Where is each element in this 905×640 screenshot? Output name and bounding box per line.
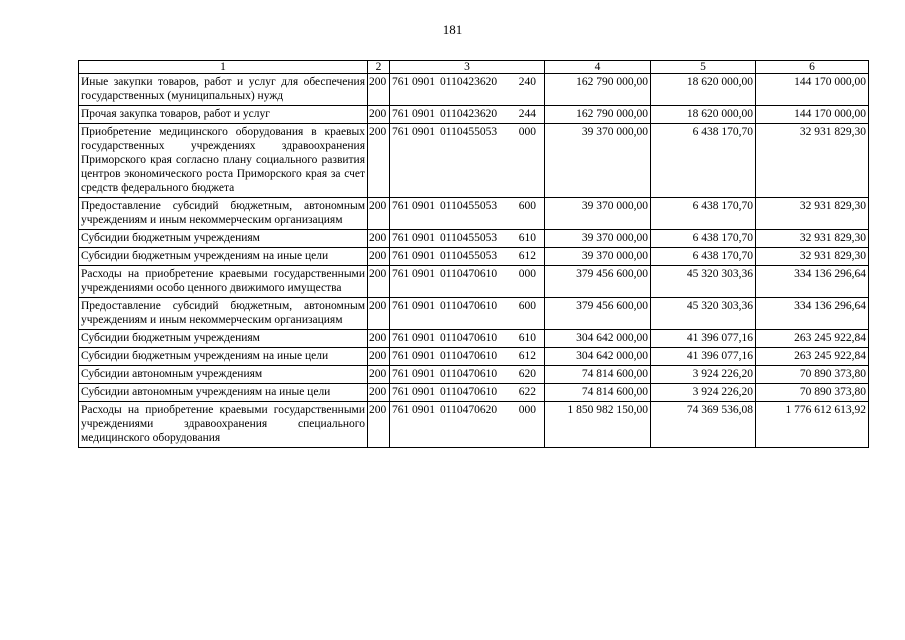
- row-col4-amount: 74 814 600,00: [545, 366, 651, 384]
- expense-type-code: 240: [518, 76, 536, 88]
- column-header-3: 3: [390, 61, 545, 74]
- section-code: 0901: [412, 200, 435, 212]
- budget-table: [78, 60, 869, 448]
- target-article-code: 0110470610: [440, 368, 498, 380]
- expense-type-code: 000: [518, 126, 536, 138]
- row-col5-amount: 45 320 303,36: [651, 266, 756, 298]
- ministry-code: 761: [392, 368, 410, 380]
- row-col2-cell: 200: [368, 74, 390, 106]
- table-row: [79, 248, 869, 266]
- table-row: [79, 124, 869, 198]
- section-code: 0901: [412, 404, 435, 416]
- header-row: [79, 61, 869, 74]
- ministry-code: 761: [392, 108, 410, 120]
- target-article-code: 0110470610: [440, 386, 498, 398]
- ministry-code: 761: [392, 268, 410, 280]
- row-col5-amount: 41 396 077,16: [651, 348, 756, 366]
- ministry-code: 761: [392, 126, 410, 138]
- section-code: 0901: [412, 268, 435, 280]
- row-col4-amount: 162 790 000,00: [545, 106, 651, 124]
- row-name-cell: Предоставление субсидий бюджетным, автономным учреждениям и иным некоммерческим организациям: [79, 198, 368, 230]
- row-col2-cell: 200: [368, 384, 390, 402]
- row-col5-amount: 18 620 000,00: [651, 74, 756, 106]
- table-row: [79, 402, 869, 448]
- expense-type-code: 612: [518, 350, 536, 362]
- row-col2-cell: 200: [368, 230, 390, 248]
- row-col6-amount: 1 776 612 613,92: [756, 402, 869, 448]
- row-col2-cell: 200: [368, 106, 390, 124]
- table-row: [79, 106, 869, 124]
- ministry-code: 761: [392, 350, 410, 362]
- row-code-cell: [390, 106, 545, 124]
- row-col2-cell: 200: [368, 248, 390, 266]
- ministry-code: 761: [392, 332, 410, 344]
- row-code-cell: [390, 266, 545, 298]
- row-col6-amount: 334 136 296,64: [756, 298, 869, 330]
- row-col5-amount: 18 620 000,00: [651, 106, 756, 124]
- row-name-cell: Субсидии автономным учреждениям на иные цели: [79, 384, 368, 402]
- row-col5-amount: 3 924 226,20: [651, 384, 756, 402]
- row-name-cell: Субсидии бюджетным учреждениям: [79, 230, 368, 248]
- row-col6-amount: 32 931 829,30: [756, 230, 869, 248]
- row-code-cell: [390, 298, 545, 330]
- expense-type-code: 000: [518, 404, 536, 416]
- row-code-cell: [390, 330, 545, 348]
- row-code-cell: [390, 366, 545, 384]
- row-col6-amount: 32 931 829,30: [756, 198, 869, 230]
- expense-type-code: 244: [518, 108, 536, 120]
- row-col4-amount: 39 370 000,00: [545, 124, 651, 198]
- row-col4-amount: 304 642 000,00: [545, 330, 651, 348]
- expense-type-code: 612: [518, 250, 536, 262]
- expense-type-code: 600: [518, 200, 536, 212]
- table-row: [79, 366, 869, 384]
- expense-type-code: 620: [518, 368, 536, 380]
- row-col2-cell: 200: [368, 198, 390, 230]
- row-code-cell: [390, 230, 545, 248]
- ministry-code: 761: [392, 250, 410, 262]
- section-code: 0901: [412, 332, 435, 344]
- row-col5-amount: 6 438 170,70: [651, 124, 756, 198]
- row-col2-cell: 200: [368, 348, 390, 366]
- row-col4-amount: 39 370 000,00: [545, 230, 651, 248]
- row-col6-amount: 334 136 296,64: [756, 266, 869, 298]
- section-code: 0901: [412, 386, 435, 398]
- row-col5-amount: 3 924 226,20: [651, 366, 756, 384]
- ministry-code: 761: [392, 404, 410, 416]
- row-name-cell: Прочая закупка товаров, работ и услуг: [79, 106, 368, 124]
- row-name-cell: Предоставление субсидий бюджетным, автономным учреждениям и иным некоммерческим организациям: [79, 298, 368, 330]
- row-col6-amount: 144 170 000,00: [756, 74, 869, 106]
- target-article-code: 0110423620: [440, 76, 498, 88]
- section-code: 0901: [412, 300, 435, 312]
- row-col5-amount: 41 396 077,16: [651, 330, 756, 348]
- row-col2-cell: 200: [368, 330, 390, 348]
- table-body: [79, 61, 869, 448]
- row-name-cell: Расходы на приобретение краевыми государственными учреждениями особо ценного движимого имущества: [79, 266, 368, 298]
- row-col6-amount: 70 890 373,80: [756, 384, 869, 402]
- row-code-cell: [390, 248, 545, 266]
- row-name-cell: Субсидии бюджетным учреждениям на иные цели: [79, 348, 368, 366]
- column-header-5: 5: [651, 61, 756, 74]
- column-header-1: 1: [79, 61, 368, 74]
- column-header-4: 4: [545, 61, 651, 74]
- column-header-2: 2: [368, 61, 390, 74]
- section-code: 0901: [412, 250, 435, 262]
- row-name-cell: Приобретение медицинского оборудования в краевых государственных учреждениях здравоохранения Приморского края согласно плану социального развития центров экономического роста Приморского края за счет средств федерального бюджета: [79, 124, 368, 198]
- target-article-code: 0110455053: [440, 200, 498, 212]
- target-article-code: 0110470610: [440, 332, 498, 344]
- row-col4-amount: 162 790 000,00: [545, 74, 651, 106]
- row-col2-cell: 200: [368, 402, 390, 448]
- row-col5-amount: 45 320 303,36: [651, 298, 756, 330]
- table-row: [79, 74, 869, 106]
- row-name-cell: Расходы на приобретение краевыми государственными учреждениями здравоохранения специального медицинского оборудования: [79, 402, 368, 448]
- row-col4-amount: 379 456 600,00: [545, 298, 651, 330]
- row-col4-amount: 304 642 000,00: [545, 348, 651, 366]
- row-col5-amount: 6 438 170,70: [651, 230, 756, 248]
- row-col4-amount: 1 850 982 150,00: [545, 402, 651, 448]
- row-col6-amount: 144 170 000,00: [756, 106, 869, 124]
- table-row: [79, 384, 869, 402]
- table-row: [79, 298, 869, 330]
- section-code: 0901: [412, 126, 435, 138]
- row-col6-amount: 70 890 373,80: [756, 366, 869, 384]
- section-code: 0901: [412, 232, 435, 244]
- row-name-cell: Субсидии бюджетным учреждениям на иные цели: [79, 248, 368, 266]
- row-col2-cell: 200: [368, 298, 390, 330]
- page-number: 181: [442, 22, 463, 37]
- row-col5-amount: 74 369 536,08: [651, 402, 756, 448]
- row-col2-cell: 200: [368, 366, 390, 384]
- section-code: 0901: [412, 108, 435, 120]
- target-article-code: 0110470610: [440, 300, 498, 312]
- target-article-code: 0110455053: [440, 232, 498, 244]
- section-code: 0901: [412, 76, 435, 88]
- row-col6-amount: 263 245 922,84: [756, 348, 869, 366]
- ministry-code: 761: [392, 232, 410, 244]
- target-article-code: 0110455053: [440, 126, 498, 138]
- target-article-code: 0110470610: [440, 350, 498, 362]
- row-col6-amount: 32 931 829,30: [756, 248, 869, 266]
- column-header-6: 6: [756, 61, 869, 74]
- row-code-cell: [390, 74, 545, 106]
- table-row: [79, 348, 869, 366]
- row-code-cell: [390, 348, 545, 366]
- target-article-code: 0110423620: [440, 108, 498, 120]
- ministry-code: 761: [392, 386, 410, 398]
- ministry-code: 761: [392, 200, 410, 212]
- target-article-code: 0110455053: [440, 250, 498, 262]
- row-name-cell: Субсидии автономным учреждениям: [79, 366, 368, 384]
- row-code-cell: [390, 402, 545, 448]
- row-code-cell: [390, 198, 545, 230]
- expense-type-code: 622: [518, 386, 536, 398]
- target-article-code: 0110470610: [440, 268, 498, 280]
- expense-type-code: 610: [518, 232, 536, 244]
- row-col5-amount: 6 438 170,70: [651, 198, 756, 230]
- row-name-cell: Иные закупки товаров, работ и услуг для обеспечения государственных (муниципальных) нужд: [79, 74, 368, 106]
- row-col2-cell: 200: [368, 266, 390, 298]
- section-code: 0901: [412, 350, 435, 362]
- ministry-code: 761: [392, 300, 410, 312]
- table-row: [79, 230, 869, 248]
- row-code-cell: [390, 384, 545, 402]
- row-name-cell: Субсидии бюджетным учреждениям: [79, 330, 368, 348]
- row-col5-amount: 6 438 170,70: [651, 248, 756, 266]
- table-row: [79, 198, 869, 230]
- row-col4-amount: 379 456 600,00: [545, 266, 651, 298]
- row-code-cell: [390, 124, 545, 198]
- row-col6-amount: 32 931 829,30: [756, 124, 869, 198]
- row-col4-amount: 39 370 000,00: [545, 198, 651, 230]
- expense-type-code: 610: [518, 332, 536, 344]
- expense-type-code: 000: [518, 268, 536, 280]
- expense-type-code: 600: [518, 300, 536, 312]
- row-col6-amount: 263 245 922,84: [756, 330, 869, 348]
- section-code: 0901: [412, 368, 435, 380]
- row-col4-amount: 39 370 000,00: [545, 248, 651, 266]
- table-row: [79, 266, 869, 298]
- row-col2-cell: 200: [368, 124, 390, 198]
- row-col4-amount: 74 814 600,00: [545, 384, 651, 402]
- table-row: [79, 330, 869, 348]
- target-article-code: 0110470620: [440, 404, 498, 416]
- ministry-code: 761: [392, 76, 410, 88]
